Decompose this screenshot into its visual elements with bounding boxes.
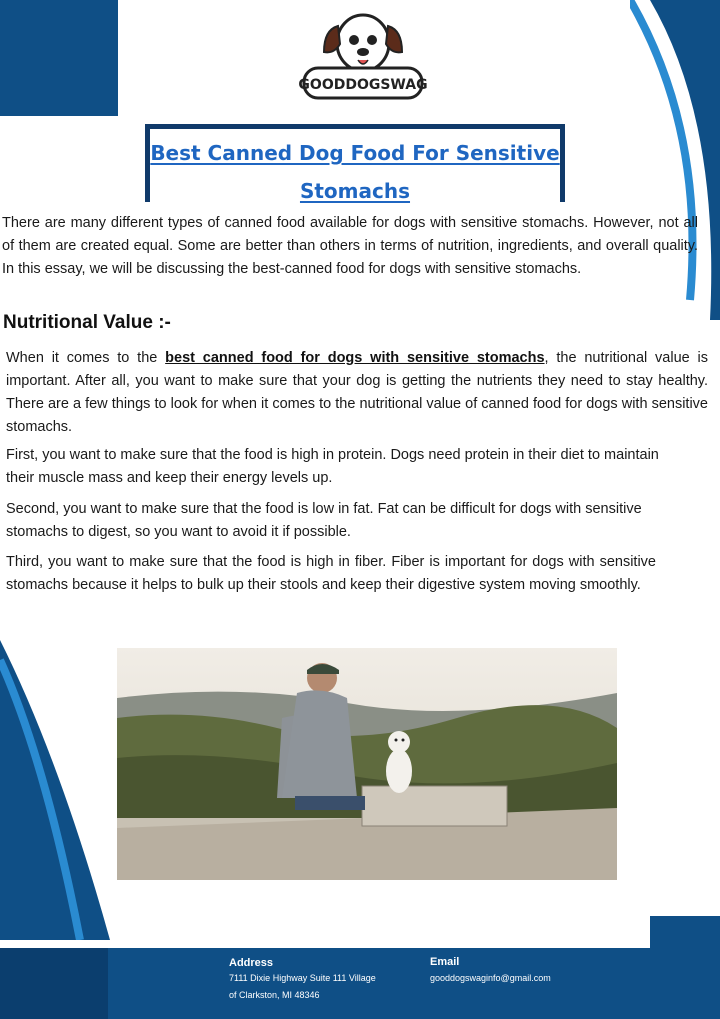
address-label: Address bbox=[229, 957, 274, 969]
gooddogswag-logo bbox=[298, 8, 428, 108]
nutrition-paragraph-3: Second, you want to make sure that the food is low in fat. Fat can be difficult for dogs with sensitive stomachs to digest, so you want to avoid it if possible. bbox=[6, 501, 642, 540]
nutrition-paragraph-1 bbox=[6, 347, 708, 439]
intro-paragraph: There are many different types of canned food available for dogs with sensitive stomachs. However, not all of them are created equal. Some are better than others in terms of nutrition, ingredients, and overall quality. In this essay, we will be discussing the best-canned food for dogs with sensitive stomachs. bbox=[2, 215, 698, 277]
email-label: Email bbox=[430, 956, 460, 968]
title-box bbox=[145, 124, 565, 202]
email-link[interactable]: gooddogswaginfo@gmail.com bbox=[430, 973, 551, 983]
nutrition-paragraph-2: First, you want to make sure that the food is high in protein. Dogs need protein in their diet to maintain their muscle mass and keep their energy levels up. bbox=[6, 447, 659, 486]
address-line1: 7111 Dixie Highway Suite 111 Village bbox=[229, 973, 376, 983]
page-title-line1: Best Canned Dog Food For Sensitive bbox=[150, 141, 560, 165]
nutrition-paragraph-4: Third, you want to make sure that the food is high in fiber. Fiber is important for dogs with sensitive stomachs because it helps to bulk up their stools and keep their digestive system moving smoothly. bbox=[6, 554, 656, 593]
logo-text: GOODDOGSWAG bbox=[298, 77, 428, 93]
footer bbox=[0, 948, 720, 1019]
best-canned-food-link[interactable]: best canned food for dogs with sensitive stomachs bbox=[165, 350, 545, 366]
p1-text-after: , the nutritional value is important. After all, you want to make sure that your dog is getting the nutrients they need to stay healthy. There are a few things to look for when it comes to the nutritional value of canned food for dogs with sensitive stomachs. bbox=[6, 350, 708, 435]
man-and-dog-photo bbox=[117, 648, 617, 880]
decorative-corner-block bbox=[0, 0, 118, 116]
decorative-left-swoosh bbox=[0, 640, 110, 940]
page-title-line2: Stomachs bbox=[299, 179, 411, 203]
address-line2: of Clarkston, MI 48346 bbox=[229, 990, 320, 1000]
p1-text-before: When it comes to the bbox=[6, 350, 166, 366]
section-heading: Nutritional Value :- bbox=[3, 312, 171, 333]
footer-decorative-shape bbox=[0, 948, 108, 1019]
